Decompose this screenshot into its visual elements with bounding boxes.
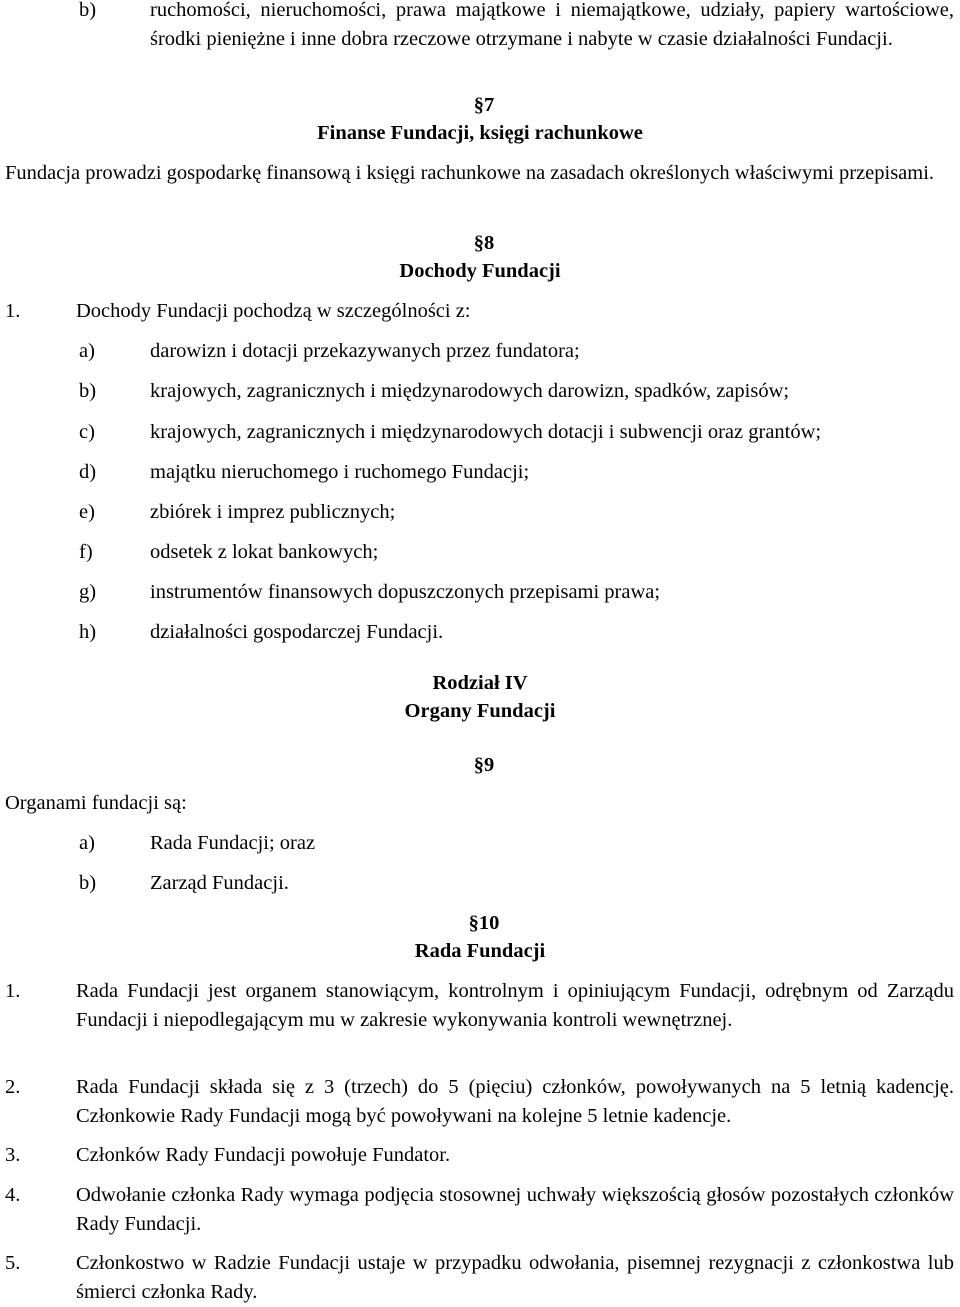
- section-7-title: Finanse Fundacji, księgi rachunkowe: [317, 122, 643, 144]
- list-marker: b): [79, 0, 97, 21]
- list-marker: f): [79, 541, 93, 563]
- section-9-intro: Organami fundacji są:: [5, 792, 187, 814]
- list-item-text: ruchomości, nieruchomości, prawa majątkowe i niemajątkowe, udziały, papiery wartościowe, środki pieniężne i inne dobra rzeczowe otrzymane i nabyte w czasie działalności Fundacji.: [150, 0, 954, 50]
- point-text: Członkostwo w Radzie Fundacji ustaje w przypadku odwołania, pisemnej rezygnacji z członkostwa lub śmierci członka Rady.: [76, 1252, 954, 1303]
- list-item-text: majątku nieruchomego i ruchomego Fundacji;: [150, 461, 530, 483]
- section-8-title: Dochody Fundacji: [399, 260, 561, 282]
- list-marker: g): [79, 581, 97, 603]
- point-number: 2.: [5, 1076, 21, 1098]
- section-7-number: §7: [473, 94, 495, 116]
- section-9-number: §9: [473, 754, 495, 776]
- section-8-intro-number: 1.: [5, 300, 21, 322]
- list-item-text: Rada Fundacji; oraz: [150, 832, 316, 854]
- section-10-title: Rada Fundacji: [414, 940, 546, 962]
- list-item-text: krajowych, zagranicznych i międzynarodowych darowizn, spadków, zapisów;: [150, 380, 790, 402]
- list-item-text: odsetek z lokat bankowych;: [150, 541, 379, 563]
- point-text: Odwołanie członka Rady wymaga podjęcia stosownej uchwały większością głosów pozostałych członków Rady Fundacji.: [76, 1184, 954, 1235]
- list-marker: d): [79, 461, 97, 483]
- point-text: Rada Fundacji jest organem stanowiącym, kontrolnym i opiniującym Fundacji, odrębnym od Zarządu Fundacji i niepodlegającym mu w zakresie wykonywania kontroli wewnętrznej.: [76, 980, 954, 1031]
- section-10-number: §10: [468, 912, 500, 934]
- list-item-text: krajowych, zagranicznych i międzynarodowych dotacji i subwencji oraz grantów;: [150, 421, 822, 443]
- list-marker: a): [79, 832, 95, 854]
- list-marker: c): [79, 421, 95, 443]
- chapter-title: Rodział IV: [432, 672, 528, 694]
- section-7-body: Fundacja prowadzi gospodarkę finansową i księgi rachunkowe na zasadach określonych właściwymi przepisami.: [5, 162, 935, 184]
- list-marker: b): [79, 380, 97, 402]
- list-marker: a): [79, 340, 95, 362]
- point-number: 5.: [5, 1252, 21, 1274]
- section-8-intro-text: Dochody Fundacji pochodzą w szczególności z:: [76, 300, 471, 322]
- list-marker: b): [79, 872, 97, 894]
- point-text: Członków Rady Fundacji powołuje Fundator.: [76, 1144, 451, 1166]
- section-8-number: §8: [473, 232, 495, 254]
- list-marker: h): [79, 621, 97, 643]
- list-item-text: zbiórek i imprez publicznych;: [150, 501, 396, 523]
- list-item-text: darowizn i dotacji przekazywanych przez fundatora;: [150, 340, 580, 362]
- point-number: 4.: [5, 1184, 21, 1206]
- point-number: 3.: [5, 1144, 21, 1166]
- point-number: 1.: [5, 980, 21, 1002]
- list-item-text: działalności gospodarczej Fundacji.: [150, 621, 444, 643]
- chapter-subtitle: Organy Fundacji: [404, 700, 556, 722]
- list-marker: e): [79, 501, 95, 523]
- list-item-text: instrumentów finansowych dopuszczonych przepisami prawa;: [150, 581, 661, 603]
- point-text: Rada Fundacji składa się z 3 (trzech) do 5 (pięciu) członków, powoływanych na 5 letnią kadencję. Członkowie Rady Fundacji mogą być powoływani na kolejne 5 letnie kadencje.: [76, 1076, 954, 1127]
- list-item-text: Zarząd Fundacji.: [150, 872, 289, 894]
